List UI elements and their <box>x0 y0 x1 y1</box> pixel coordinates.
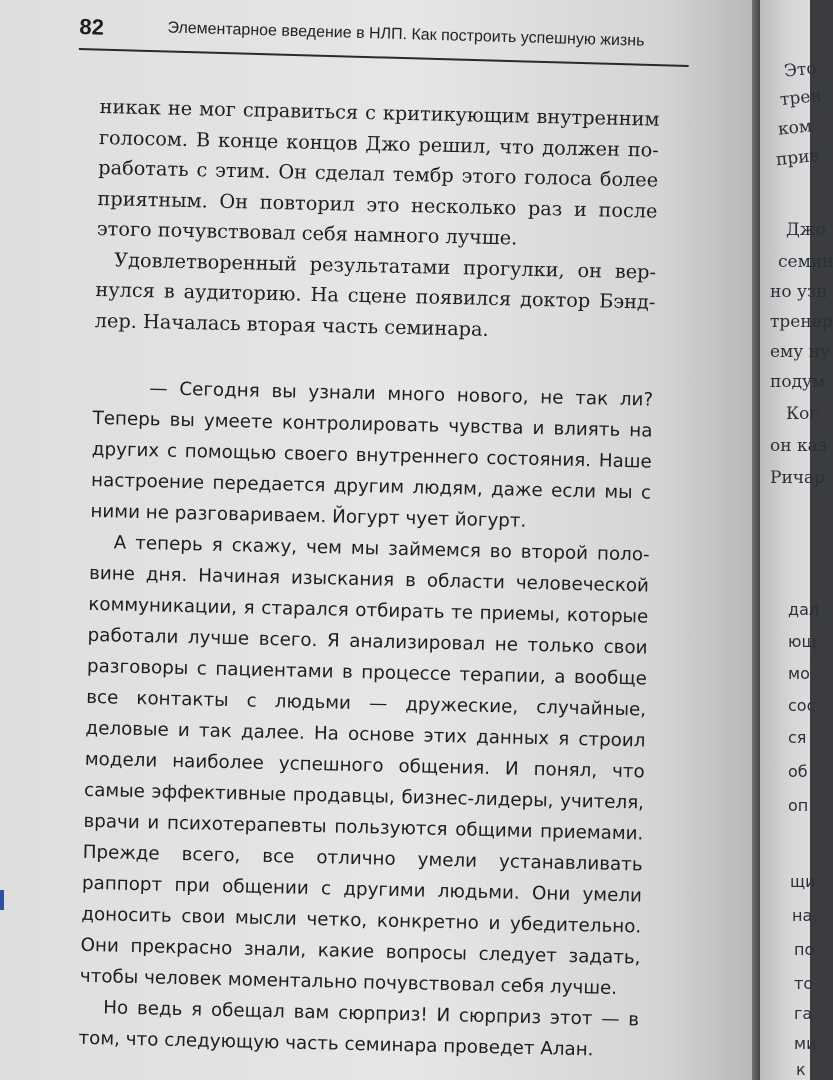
page-edge-mark <box>0 890 4 910</box>
speech-section <box>78 372 653 1067</box>
next-page-fragment: семин <box>778 252 833 272</box>
running-title: Элементарное введение в НЛП. Как построить успешную жизнь <box>167 19 645 50</box>
narrative-section <box>94 92 659 349</box>
next-page-fragment: к <box>796 1060 806 1079</box>
next-page-fragment: ся <box>788 728 807 747</box>
paragraph: Но ведь я обещал вам сюрприз! И сюрприз этот — в том, что следующую часть семинара проведет Алан. <box>78 997 640 1061</box>
body-text <box>78 92 660 1066</box>
next-page-fragment: ми <box>794 1034 817 1053</box>
header-rule <box>79 48 689 67</box>
paragraph: — Сегодня вы узнали много нового, не так ли? Теперь вы умеете контролировать чувства и влиять на других с помощью своего внутреннего состояния. Наше настроение передается другим людям, даже если мы с ними не разговариваем. Йогурт чует йогурт. <box>90 378 654 532</box>
paragraph: никак не мог справиться с критикующим внутренним голосом. В конце концов Джо решил, что должен поработать с этим. Он сделал тембр этого голоса более приятным. Он повторил это несколько раз и после этого почувствовал себя намного лучше. <box>96 94 660 250</box>
next-page-fragment: тренер <box>770 312 833 332</box>
next-page-fragment: га <box>794 1004 813 1023</box>
page-header <box>79 8 700 75</box>
next-page-fragment: щи <box>790 872 816 891</box>
next-page-fragment: дал <box>788 600 820 619</box>
next-page-fragment: Джо <box>786 220 826 240</box>
next-page-fragment: Это <box>783 58 818 82</box>
next-page-fragment: подум <box>770 372 826 392</box>
paragraph: Удовлетворенный результатами прогулки, он вернулся в аудиторию. На сцене появился доктор Бэндлер. Началась вторая часть семинара. <box>94 247 657 341</box>
next-page-fragment: сос <box>788 696 816 715</box>
next-page-fragment: но узн <box>770 282 828 302</box>
next-page-edge <box>760 0 833 1080</box>
page-number: 82 <box>79 13 105 40</box>
next-page-fragment: на <box>792 906 813 925</box>
next-page-fragment: он каз <box>770 436 828 456</box>
next-page-fragment: трен <box>779 85 823 111</box>
next-page-fragment: ющ <box>788 632 817 651</box>
next-page-fragment: прив <box>775 145 821 171</box>
next-page-fragment: Ког <box>786 404 819 424</box>
next-page-fragment: оп <box>788 796 809 815</box>
next-page-fragment: по <box>794 940 815 959</box>
next-page-fragment: мо <box>788 664 810 683</box>
next-page-fragment: об <box>788 762 808 781</box>
next-page-fragment: то <box>794 974 814 993</box>
next-page-fragment: ему ну <box>770 342 831 362</box>
next-page-fragment: ком <box>777 116 814 140</box>
paragraph: А теперь я скажу, чем мы займемся во второй половине дня. Начиная изыскания в области человеческой коммуникации, я старался отбирать те приемы, которые работали лучше всего. Я анализировал не только свои разговоры с пациентами в процессе терапии, а вообще все контакты с людьми — дружеские, случайные, деловые и так далее. На основе этих данных я строил модели наиболее успешного общения. И понял, что самые эффективные продавцы, бизнес-лидеры, учителя, врачи и психотерапевты пользуются общими приемами. Прежде всего, все отлично умели устанавливать раппорт при общении с другими людьми. Они умели доносить свои мысли четко, конкретно и убедительно. Они прекрасно знали, какие вопросы следует задать, чтобы человек моментально почувствовал себя лучше. <box>79 532 650 999</box>
next-page-fragment: Ричар <box>770 468 826 488</box>
